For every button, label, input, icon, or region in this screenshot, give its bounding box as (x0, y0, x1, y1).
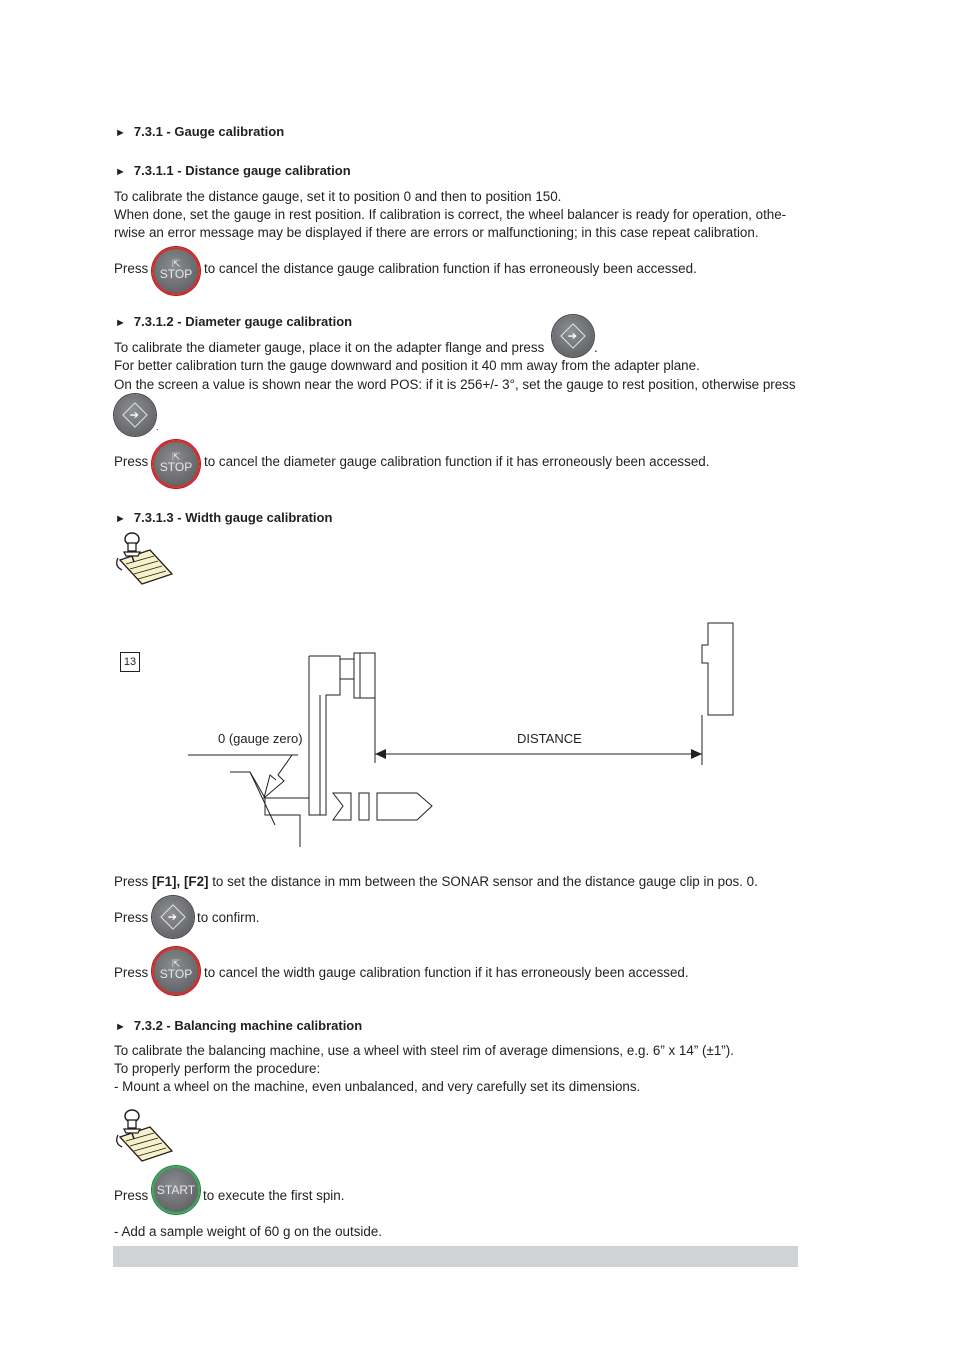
section-heading-7-3-2: ► 7.3.2 - Balancing machine calibration (115, 1018, 363, 1033)
section-heading-7-3-1-1: ► 7.3.1.1 - Distance gauge calibration (115, 163, 351, 178)
enter-button[interactable] (152, 896, 194, 938)
stop-button[interactable]: ⇱ STOP (152, 440, 200, 488)
distance-text-line-2: When done, set the gauge in rest position. If calibration is correct, the wheel balancer is ready for operation, othe- (114, 207, 787, 222)
stop-button[interactable]: ⇱ STOP (152, 947, 200, 995)
press-label: Press (114, 454, 149, 469)
diameter-cancel-text: to cancel the diameter gauge calibration function if it has erroneously been accessed. (204, 454, 710, 469)
gauge-zero-label: 0 (gauge zero) (218, 731, 303, 746)
enter-button[interactable] (552, 315, 594, 357)
press-label: Press (114, 965, 149, 980)
press-label: Press (114, 910, 149, 925)
footer-bar (113, 1246, 798, 1267)
enter-button[interactable] (114, 394, 156, 436)
start-button[interactable]: START (152, 1166, 200, 1214)
distance-text-line-1: To calibrate the distance gauge, set it to position 0 and then to position 150. (114, 189, 562, 204)
distance-text-line-3: rwise an error message may be displayed if there are errors or malfunctioning; in this case repeat calibration. (114, 225, 759, 240)
diameter-line-1-end: . (594, 340, 598, 355)
press-label: Press (114, 1188, 149, 1203)
diameter-line-4-end: . (156, 422, 159, 432)
diameter-text-line-3: On the screen a value is shown near the word POS: if it is 256+/- 3°, set the gauge to rest position, otherwise press (114, 377, 796, 392)
press-label: Press (114, 261, 149, 276)
diameter-text-line-1: To calibrate the diameter gauge, place it on the adapter flange and press (114, 340, 545, 355)
spin-text: to execute the first spin. (203, 1188, 345, 1203)
note-paper-pin-icon (114, 1107, 176, 1163)
balancing-text-line-1: To calibrate the balancing machine, use a wheel with steel rim of average dimensions, e.g. 6” x 14” (±1”). (114, 1043, 734, 1058)
width-cancel-text: to cancel the width gauge calibration function if it has erroneously been accessed. (204, 965, 689, 980)
distance-label: DISTANCE (517, 731, 582, 746)
balancing-text-line-3: - Mount a wheel on the machine, even unbalanced, and very carefully set its dimensions. (114, 1079, 641, 1094)
balancing-text-line-2: To properly perform the procedure: (114, 1061, 321, 1076)
press-f-keys-text: Press [F1], [F2] to set the distance in mm between the SONAR sensor and the distance gauge clip in pos. 0. (114, 874, 758, 889)
diameter-text-line-2: For better calibration turn the gauge downward and position it 40 mm away from the adapter plane. (114, 358, 700, 373)
section-heading-7-3-1-2: ► 7.3.1.2 - Diameter gauge calibration (115, 314, 353, 329)
confirm-text: to confirm. (197, 910, 260, 925)
section-heading-7-3-1-3: ► 7.3.1.3 - Width gauge calibration (115, 510, 333, 525)
enter-arrow-icon: ➔ (160, 904, 185, 929)
section-heading-7-3-1: ► 7.3.1 - Gauge calibration (115, 124, 285, 139)
enter-arrow-icon: ➔ (560, 323, 585, 348)
note-paper-pin-icon (114, 530, 176, 586)
balancing-text-line-4: - Add a sample weight of 60 g on the outside. (114, 1224, 382, 1239)
distance-cancel-text: to cancel the distance gauge calibration function if has erroneously been accessed. (204, 261, 697, 276)
enter-arrow-icon: ➔ (122, 402, 147, 427)
stop-button[interactable]: ⇱ STOP (152, 247, 200, 295)
figure-number: 13 (120, 652, 140, 672)
